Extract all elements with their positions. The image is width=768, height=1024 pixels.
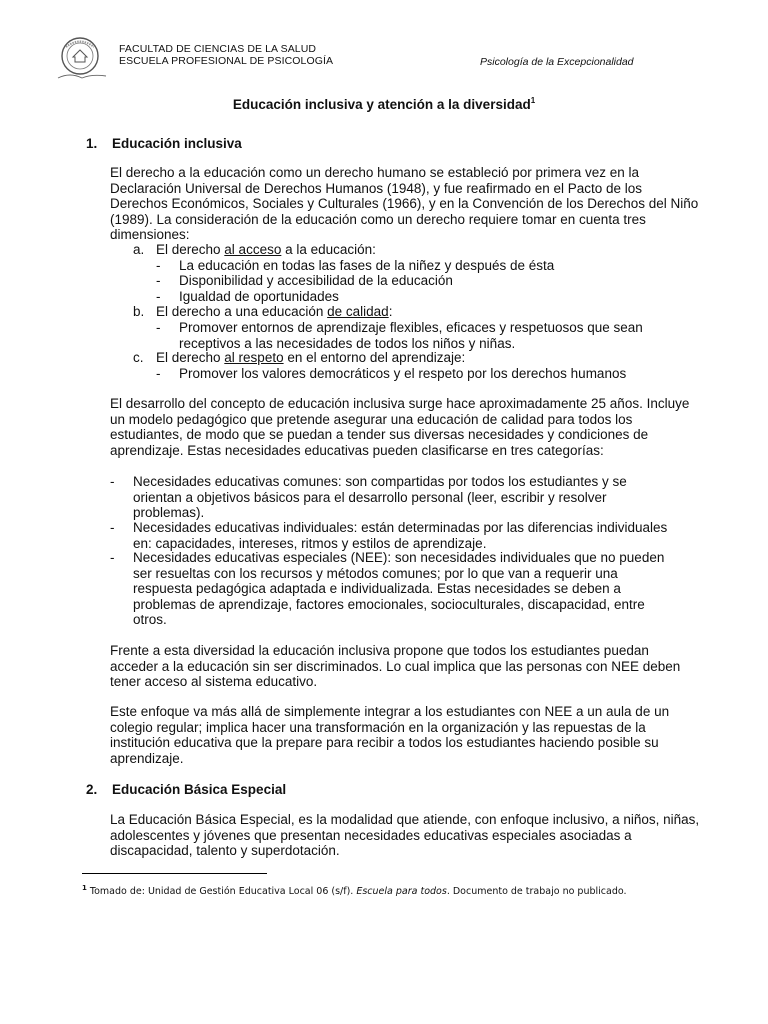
section-number: 1. xyxy=(86,136,98,151)
title-text: Educación inclusiva y atención a la diversidad xyxy=(232,97,531,112)
footnote-ref: 1 xyxy=(530,96,536,105)
list-item xyxy=(156,289,339,305)
footnote-number: 1 xyxy=(82,884,87,892)
list-item-text: Igualdad de oportunidades xyxy=(179,289,339,304)
section-number: 2. xyxy=(86,782,98,797)
dimension-text: El derecho xyxy=(156,350,225,365)
bullet: - xyxy=(156,366,161,381)
footnote-text: Tomado de: Unidad de Gestión Educativa Local 06 (s/f). xyxy=(89,886,357,897)
list-letter: c. xyxy=(133,350,144,365)
dimension-text: El derecho xyxy=(156,242,225,257)
paragraph-diversity: Frente a esta diversidad la educación inclusiva propone que todos los estudiantes puedan acceder a la educación sin ser discriminados. Lo cual implica que las personas con NEE deben tener acceso al sistema educativo. xyxy=(110,643,681,689)
dimension-emphasis: al respeto xyxy=(224,350,284,365)
list-item xyxy=(156,320,659,351)
bullet: - xyxy=(156,258,161,273)
document-title xyxy=(0,96,768,112)
dimension-text: a la educación: xyxy=(281,242,376,257)
list-item-text: Promover los valores democráticos y el respeto por los derechos humanos xyxy=(179,366,627,381)
bullet: - xyxy=(110,520,115,535)
paragraph-development: El desarrollo del concepto de educación inclusiva surge hace aproximadamente 25 años. Incluye un modelo pedagógico que pretende asegurar una educación de calidad para todos los estudiantes, de modo que se puedan a tender sus diversas necesidades y condiciones de aprendizaje. Estas necesidades educativas pueden clasificarse en tres categorías: xyxy=(110,396,690,458)
footnote-text: . Documento de trabajo no publicado. xyxy=(446,886,627,897)
faculty-name: FACULTAD DE CIENCIAS DE LA SALUD xyxy=(119,43,317,55)
dimension-text: en el entorno del aprendizaje: xyxy=(283,350,466,365)
bullet: - xyxy=(156,289,161,304)
category-item xyxy=(110,520,668,551)
footnote-source-title: Escuela para todos xyxy=(356,886,447,897)
paragraph-intro: El derecho a la educación como un derecho humano se estableció por primera vez en la Declaración Universal de Derechos Humanos (1948), y fue reafirmado en el Pacto de los Derechos Económicos, Sociales y Culturales (1966), y en la Convención de los Derechos del Niño (1989). La consideración de la educación como un derecho requiere tomar en cuenta tres dimensiones: xyxy=(110,165,699,242)
list-item-text: Disponibilidad y accesibilidad de la educación xyxy=(179,273,453,288)
list-item-text: La educación en todas las fases de la niñez y después de ésta xyxy=(179,258,555,273)
section-title: Educación Básica Especial xyxy=(112,782,287,797)
list-item xyxy=(156,273,453,289)
category-item xyxy=(110,474,668,521)
dimension-emphasis: de calidad xyxy=(327,304,389,319)
bullet: - xyxy=(156,273,161,288)
bullet: - xyxy=(156,320,161,335)
bullet: - xyxy=(110,474,115,489)
course-name: Psicología de la Excepcionalidad xyxy=(480,56,634,68)
dimension-text: El derecho a una educación xyxy=(156,304,328,319)
footnote xyxy=(82,884,627,897)
dimension-text: : xyxy=(388,304,393,319)
section-1-heading xyxy=(86,136,242,151)
section-title: Educación inclusiva xyxy=(112,136,242,151)
paragraph-special-education: La Educación Básica Especial, es la modalidad que atiende, con enfoque inclusivo, a niños, niñas, adolescentes y jóvenes que presentan necesidades educativas especiales asociadas a discapacidad, talento y superdotación. xyxy=(110,812,700,858)
list-letter: a. xyxy=(133,242,145,257)
category-text: Necesidades educativas especiales (NEE): son necesidades individuales que no pueden ser resueltas con los recursos y métodos comunes; por lo que van a requerir una respuesta pedagógica adaptada e individualizada. Estas necesidades se deben a problemas de aprendizaje, factores emocionales, socioculturales, discapacidad, entre otros. xyxy=(133,550,665,627)
dimension-emphasis: al acceso xyxy=(224,242,282,257)
category-item xyxy=(110,550,668,628)
header-institution xyxy=(119,43,333,67)
paragraph-approach: Este enfoque va más allá de simplemente integrar a los estudiantes con NEE a un aula de un colegio regular; implica hacer una transformación en la organización y las repuestas de la institución educativa que la prepare para recibir a todos los estudiantes haciendo posible su aprendizaje. xyxy=(110,704,670,766)
category-text: Necesidades educativas individuales: están determinadas por las diferencias individuales en: capacidades, intereses, ritmos y estilos de aprendizaje. xyxy=(133,520,668,551)
list-item xyxy=(156,258,554,274)
school-name: ESCUELA PROFESIONAL DE PSICOLOGÍA xyxy=(119,55,334,67)
footnote-divider xyxy=(82,873,267,874)
list-letter: b. xyxy=(133,304,145,319)
section-2-heading xyxy=(86,782,286,797)
bullet: - xyxy=(110,550,115,565)
university-logo xyxy=(52,34,112,82)
category-text: Necesidades educativas comunes: son compartidas por todos los estudiantes y se orientan a objetivos básicos para el desarrollo personal (leer, escribir y resolver problemas). xyxy=(133,474,627,520)
list-item xyxy=(156,366,626,382)
dimension-item xyxy=(133,350,465,366)
dimension-item xyxy=(133,304,392,320)
dimension-item xyxy=(133,242,376,258)
list-item-text: Promover entornos de aprendizaje flexibles, eficaces y respetuosos que sean receptivos a las necesidades de todos los niños y niñas. xyxy=(179,320,643,351)
